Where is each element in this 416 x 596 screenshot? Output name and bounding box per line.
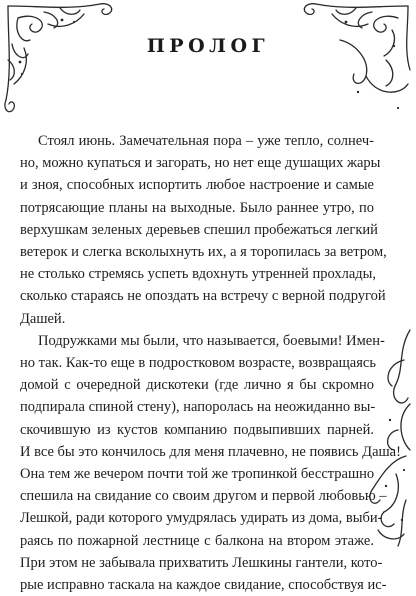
- text-line: но так. Как-то еще в подростковом возрасте, возвращаясь: [20, 355, 376, 372]
- paragraph-1: [20, 130, 387, 330]
- text-line: Она тем же вечером почти той же тропинкой бесстрашно: [20, 466, 375, 483]
- text-line: При этом не забывала прихватить Лешкины гантели, кото-: [20, 554, 383, 571]
- text-line: Стоял июнь. Замечательная пора – уже тепло, солнеч-: [38, 133, 374, 149]
- text-line: но, можно купаться и загорать, но нет еще душащих жары: [20, 155, 381, 172]
- top-left-ornament: [5, 4, 112, 112]
- text-line: сколько стараясь не опоздать на встречу с верной подругой: [20, 288, 386, 305]
- text-line: рые исправно таскала на каждое свидание, способствуя ис-: [20, 577, 387, 594]
- text-line: ветерок и слегка всколыхнуть их, а я торопилась за ветром,: [20, 244, 387, 261]
- text-line: раясь по пожарной лестнице с балкона на втором этаже.: [20, 532, 374, 549]
- chapter-title: ПРОЛОГ: [146, 35, 270, 57]
- text-line: Дашей.: [20, 310, 66, 327]
- paragraph-2: [20, 330, 401, 596]
- text-line: И все бы это кончилось для меня плачевно, не появись Даша!: [20, 443, 401, 460]
- text-line: Лешкой, ради которого умудрялась удирать из дома, выби-: [20, 510, 383, 527]
- text-line: скочившую из кустов компанию подвыпивших парней.: [20, 421, 374, 438]
- text-line: домой с очередной дискотеки (где лично я бы скромно: [20, 377, 374, 394]
- text-line: Подружками мы были, что называется, боевыми! Имен-: [38, 332, 385, 349]
- text-line: спешила на свидание со своим другом и первой любовью –: [20, 488, 387, 505]
- text-line: подпирала спиной стену), напоролась на неожиданно вы-: [20, 399, 376, 416]
- text-line: верхушкам зеленых деревьев спешил пробежаться легкий: [20, 221, 378, 238]
- text-line: и зноя, способных испортить любое настроение и самые: [20, 177, 374, 194]
- text-line: не столько стремясь успеть вдохнуть утренней прохлады,: [20, 266, 377, 283]
- body-text: [20, 130, 401, 596]
- text-line: потрясающие планы на выходные. Было раннее утро, по: [20, 199, 374, 216]
